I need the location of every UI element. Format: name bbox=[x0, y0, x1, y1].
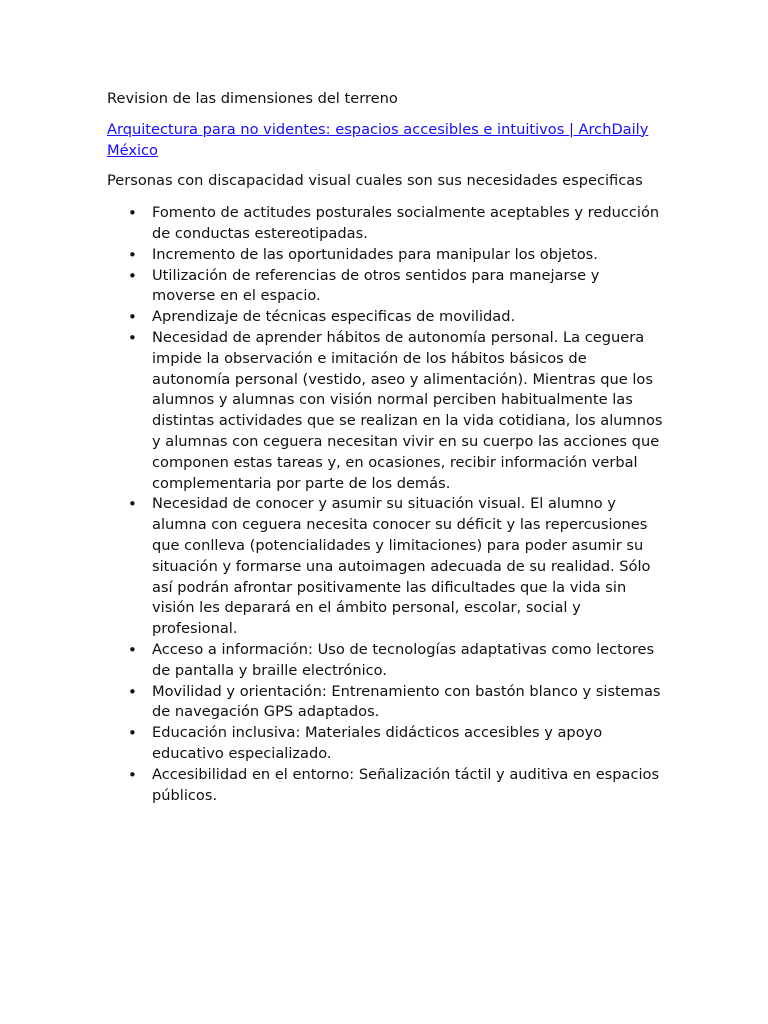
bullet-icon: • bbox=[128, 765, 137, 784]
list-item bbox=[107, 307, 667, 328]
list-item-text: Fomento de actitudes posturales socialmente aceptables y reducción de conductas estereotipadas. bbox=[152, 204, 660, 242]
list-item bbox=[107, 640, 667, 682]
bullet-icon: • bbox=[128, 308, 137, 327]
list-item bbox=[107, 266, 667, 308]
bullet-icon: • bbox=[128, 640, 137, 659]
list-item bbox=[107, 328, 667, 494]
bullet-icon: • bbox=[128, 245, 137, 264]
list-item-text: Necesidad de conocer y asumir su situación visual. El alumno y alumna con ceguera necesita conocer su déficit y las repercusiones que conlleva (potencialidades y limitaciones) para poder asumir su situación y formarse una autoimagen adecuada de su realidad. Sólo así podrán afrontar positivamente las dificultades que la vida sin visión les deparará en el ámbito personal, escolar, social y profesional. bbox=[152, 495, 651, 638]
list-item-text: Aprendizaje de técnicas especificas de movilidad. bbox=[152, 308, 516, 326]
list-item-text: Acceso a información: Uso de tecnologías adaptativas como lectores de pantalla y braille electrónico. bbox=[152, 640, 655, 679]
list-item-text: Necesidad de aprender hábitos de autonomía personal. La ceguera impide la observación e imitación de los hábitos básicos de autonomía personal (vestido, aseo y alimentación). Mientras que los alumnos y alumnas con visión normal perciben habitualmente las distintas actividades que se realizan en la vida cotidiana, los alumnos y alumnas con ceguera necesitan vivir en su cuerpo las acciones que componen estas tareas y, en ocasiones, recibir información verbal complementaria por parte de los demás. bbox=[152, 328, 663, 492]
archdaily-link[interactable]: Arquitectura para no videntes: espacios accesibles e intuitivos | ArchDaily México bbox=[107, 120, 649, 159]
document-heading: Revision de las dimensiones del terreno bbox=[107, 90, 398, 107]
bullet-icon: • bbox=[128, 204, 137, 223]
bullet-icon: • bbox=[128, 266, 137, 285]
list-item-text: Incremento de las oportunidades para manipular los objetos. bbox=[152, 245, 598, 263]
bullet-icon: • bbox=[128, 682, 137, 701]
list-item-text: Accesibilidad en el entorno: Señalización táctil y auditiva en espacios públicos. bbox=[152, 765, 660, 804]
needs-list bbox=[107, 203, 667, 806]
intro-paragraph: Personas con discapacidad visual cuales son sus necesidades especificas bbox=[107, 172, 643, 190]
list-item bbox=[107, 203, 667, 245]
bullet-icon: • bbox=[128, 328, 137, 347]
bullet-icon: • bbox=[128, 724, 137, 743]
list-item-text: Educación inclusiva: Materiales didácticos accesibles y apoyo educativo especializado. bbox=[152, 724, 603, 762]
document-page bbox=[107, 89, 667, 806]
list-item-text: Movilidad y orientación: Entrenamiento con bastón blanco y sistemas de navegación GPS adaptados. bbox=[152, 682, 661, 721]
list-item bbox=[107, 682, 667, 724]
list-item bbox=[107, 723, 667, 765]
list-item-text: Utilización de referencias de otros sentidos para manejarse y moverse en el espacio. bbox=[152, 266, 600, 305]
list-item bbox=[107, 494, 667, 640]
list-item bbox=[107, 245, 667, 266]
bullet-icon: • bbox=[128, 495, 137, 514]
list-item bbox=[107, 765, 667, 807]
